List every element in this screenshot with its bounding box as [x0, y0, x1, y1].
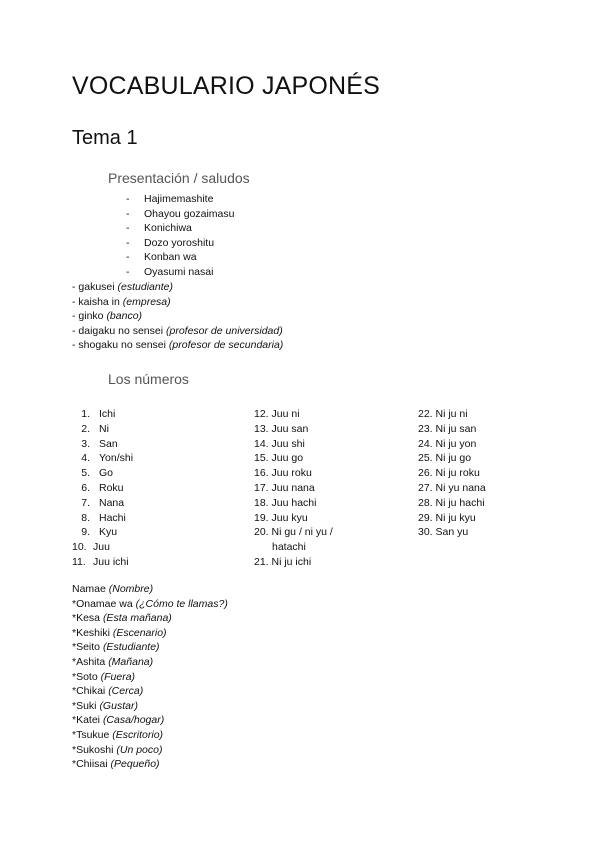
vocab-word: *Ashita	[72, 655, 109, 668]
section-heading-numbers: Los números	[108, 371, 189, 387]
item-number: 8.	[81, 511, 90, 524]
item-number: 4.	[81, 452, 90, 465]
list-item	[126, 221, 234, 236]
list-item: 19. Juu kyu	[254, 511, 308, 524]
list-item	[72, 743, 228, 758]
document-title: VOCABULARIO JAPONÉS	[72, 72, 381, 100]
list-item	[72, 481, 133, 496]
list-item	[72, 655, 228, 670]
greeting-text: Konichiwa	[144, 222, 192, 235]
vocab-word: - shogaku no sensei	[72, 339, 169, 352]
list-item: 16. Juu roku	[254, 467, 312, 480]
list-item	[72, 640, 228, 655]
list-item	[126, 265, 234, 280]
vocab-meaning: (profesor de universidad)	[165, 324, 283, 337]
vocab-word: - daigaku no sensei	[72, 324, 166, 337]
number-word: Go	[99, 467, 114, 480]
vocab-word: *Seito	[72, 641, 103, 654]
vocab-meaning: (Escenario)	[112, 626, 167, 639]
list-item	[72, 757, 228, 772]
list-item	[126, 207, 234, 222]
vocab-meaning: (empresa)	[122, 295, 171, 308]
vocab-meaning: (Esta mañana)	[102, 612, 172, 625]
list-item: 25. Ni ju go	[418, 452, 472, 465]
greetings-list	[126, 192, 234, 280]
list-item	[72, 295, 283, 310]
list-item: 12. Juu ni	[254, 408, 300, 420]
item-number: 6.	[81, 481, 90, 494]
list-item	[72, 280, 283, 295]
item-number: 5.	[81, 467, 90, 480]
greeting-text: Oyasumi nasai	[144, 265, 214, 278]
number-word: Juu ichi	[93, 555, 129, 568]
vocab-word: *Chiisai	[72, 758, 111, 771]
vocab-meaning: (Cerca)	[108, 685, 144, 698]
list-item	[72, 466, 133, 481]
list-item: 24. Ni ju yon	[418, 437, 477, 450]
vocab-word: - kaisha in	[72, 295, 123, 308]
list-item: 14. Juu shi	[254, 437, 305, 450]
list-item: 17. Juu nana	[254, 481, 315, 494]
greeting-text: Konban wa	[144, 251, 197, 264]
list-item	[72, 511, 133, 526]
vocab-word: - ginko	[72, 310, 107, 323]
bullet-dash: -	[126, 207, 130, 220]
list-item	[72, 670, 228, 685]
list-item: 30. San yu	[418, 526, 469, 539]
list-item	[72, 555, 133, 570]
list-item: 23. Ni ju san	[418, 422, 477, 435]
list-item: 26. Ni ju roku	[418, 467, 480, 480]
vocab-meaning: (¿Cómo te llamas?)	[135, 597, 228, 610]
list-item: 29. Ni ju kyu	[418, 511, 476, 524]
vocab-meaning: (Mañana)	[108, 655, 154, 668]
bullet-dash: -	[126, 236, 130, 249]
bullet-dash: -	[126, 193, 130, 205]
list-item	[72, 699, 228, 714]
vocab-word: - gakusei	[72, 281, 118, 293]
vocab-meaning: (banco)	[106, 310, 143, 323]
item-number: 2.	[81, 422, 90, 435]
list-item	[72, 525, 133, 540]
vocab-meaning: (profesor de secundaria)	[168, 339, 284, 352]
vocab-word: *Sukoshi	[72, 743, 117, 756]
list-item-continuation: hatachi	[272, 541, 306, 554]
greeting-text: Ohayou gozaimasu	[144, 207, 235, 220]
number-word: Roku	[99, 481, 124, 494]
greeting-text: Dozo yoroshitu	[144, 236, 215, 249]
list-item	[72, 437, 133, 452]
item-number: 3.	[81, 437, 90, 450]
vocab-word: *Suki	[72, 699, 100, 712]
vocab-meaning: (Fuera)	[100, 670, 136, 683]
list-item	[72, 582, 228, 597]
vocab-meaning: (Estudiante)	[102, 641, 160, 654]
number-word: San	[99, 437, 118, 450]
vocab-word: *Onamae wa	[72, 597, 136, 610]
number-word: Hachi	[99, 511, 126, 524]
topic-heading: Tema 1	[72, 127, 138, 149]
bullet-dash: -	[126, 251, 130, 264]
vocab-word: *Soto	[72, 670, 101, 683]
vocab-meaning: (Casa/hogar)	[102, 714, 165, 727]
section-heading-greetings: Presentación / saludos	[108, 170, 250, 186]
vocab-word: *Tsukue	[72, 728, 113, 741]
vocab-meaning: (Nombre)	[108, 583, 154, 595]
number-word: Ni	[99, 422, 109, 435]
number-word: Nana	[99, 496, 125, 509]
vocab-word: *Katei	[72, 714, 103, 727]
numbers-column-2	[254, 407, 333, 570]
list-item	[72, 684, 228, 699]
numbers-column-3	[418, 407, 486, 540]
list-item: 20. Ni gu / ni yu /	[254, 526, 333, 539]
bullet-dash: -	[126, 265, 130, 278]
vocab-word: Namae	[72, 583, 109, 595]
list-item	[72, 338, 283, 353]
list-item	[126, 250, 234, 265]
vocabulary-list	[72, 280, 283, 353]
vocab-meaning: (Un poco)	[116, 743, 163, 756]
list-item	[72, 713, 228, 728]
extra-vocabulary-list	[72, 582, 228, 772]
list-item	[72, 309, 283, 324]
bullet-dash: -	[126, 222, 130, 235]
vocab-meaning: (estudiante)	[117, 281, 173, 293]
number-word: Ichi	[99, 408, 116, 420]
vocab-word: *Keshiki	[72, 626, 113, 639]
list-item	[72, 611, 228, 626]
number-word: Kyu	[99, 526, 118, 539]
list-item	[72, 540, 133, 555]
vocab-meaning: (Escritorio)	[112, 728, 164, 741]
number-word: Juu	[93, 541, 110, 554]
list-item: 18. Juu hachi	[254, 496, 317, 509]
list-item	[72, 626, 228, 641]
list-item	[72, 407, 133, 422]
list-item: 21. Ni ju ichi	[254, 555, 312, 568]
list-item	[72, 451, 133, 466]
list-item: 13. Juu san	[254, 422, 309, 435]
vocab-meaning: (Gustar)	[99, 699, 138, 712]
list-item	[72, 324, 283, 339]
item-number: 9.	[81, 526, 90, 539]
list-item	[126, 192, 234, 207]
vocab-meaning: (Pequeño)	[110, 758, 160, 771]
list-item	[72, 728, 228, 743]
number-word: Yon/shi	[99, 452, 134, 465]
list-item	[72, 496, 133, 511]
item-number: 1.	[81, 408, 90, 420]
vocab-word: *Kesa	[72, 612, 103, 625]
item-number: 10.	[72, 541, 87, 554]
numbers-column-1	[72, 407, 133, 570]
list-item	[72, 422, 133, 437]
list-item: 28. Ni ju hachi	[418, 496, 485, 509]
item-number: 7.	[81, 496, 90, 509]
list-item: 27. Ni yu nana	[418, 481, 486, 494]
list-item	[126, 236, 234, 251]
list-item: 22. Ni ju ni	[418, 408, 468, 420]
item-number: 11.	[72, 555, 86, 568]
greeting-text: Hajimemashite	[144, 193, 214, 205]
list-item: 15. Juu go	[254, 452, 304, 465]
vocab-word: *Chikai	[72, 685, 109, 698]
list-item	[72, 597, 228, 612]
